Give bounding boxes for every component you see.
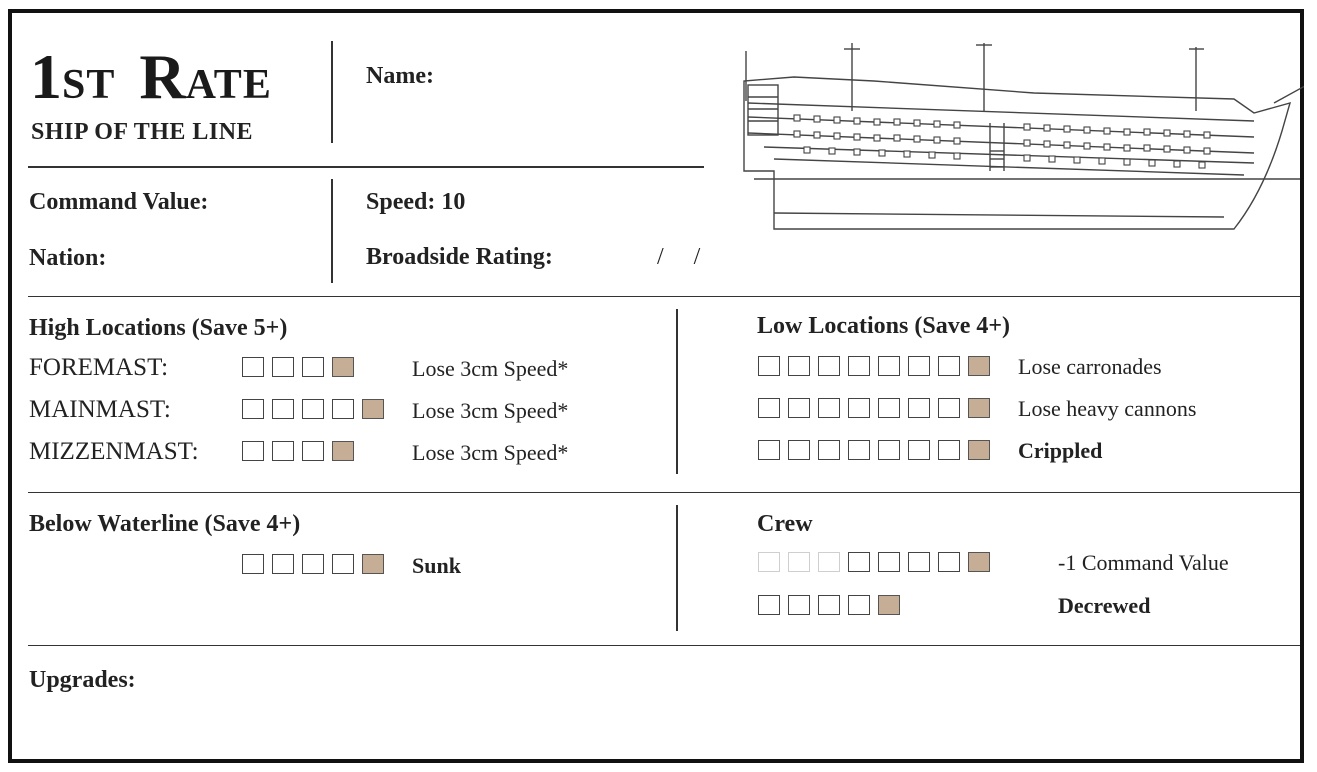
crew-effect: -1 Command Value [1058,550,1229,575]
below-waterline-title: Below Waterline (Save 4+) [29,511,301,537]
damage-box[interactable] [848,398,870,418]
damage-box-final[interactable] [878,595,900,615]
damage-box[interactable] [332,554,354,574]
broadside-rating-field: Broadside Rating: [366,244,553,270]
damage-box[interactable] [818,440,840,460]
ship-record-card [8,9,1304,763]
high-location-effect: Lose 3cm Speed* [412,398,569,423]
damage-box[interactable] [818,398,840,418]
damage-box[interactable] [908,356,930,376]
high-location-boxes [242,357,354,377]
divider-upgrades [28,645,1300,646]
low-location-effect: Lose carronades [1018,354,1162,379]
high-location-boxes [242,399,384,419]
crew-effect: Decrewed [1058,593,1151,618]
damage-box[interactable] [908,398,930,418]
damage-box[interactable] [878,398,900,418]
crew-title: Crew [757,511,813,537]
damage-box[interactable] [302,441,324,461]
damage-box[interactable] [878,440,900,460]
high-location-label: MAINMAST: [29,396,171,423]
title-number: 1 [30,41,62,112]
damage-box[interactable] [938,356,960,376]
damage-box[interactable] [938,440,960,460]
damage-box[interactable] [788,440,810,460]
damage-box[interactable] [758,595,780,615]
command-value-field: Command Value: [29,189,209,215]
damage-box[interactable] [242,441,264,461]
damage-box[interactable] [758,398,780,418]
name-field: Name: [366,63,434,89]
damage-box[interactable] [272,399,294,419]
damage-box[interactable] [788,398,810,418]
damage-box[interactable] [818,595,840,615]
damage-box[interactable] [848,440,870,460]
high-location-boxes [242,441,354,461]
divider-stats [331,179,333,283]
low-location-boxes [758,398,990,418]
damage-box[interactable] [332,399,354,419]
damage-box[interactable] [818,552,840,572]
low-location-effect: Crippled [1018,438,1103,463]
divider-locations [28,296,1300,297]
below-waterline-boxes [242,554,384,574]
damage-box[interactable] [242,357,264,377]
low-location-boxes [758,440,990,460]
low-location-boxes [758,356,990,376]
low-location-effect: Lose heavy cannons [1018,396,1197,421]
damage-box[interactable] [938,552,960,572]
divider-header [28,166,704,168]
damage-box-final[interactable] [968,440,990,460]
damage-box[interactable] [788,356,810,376]
damage-box[interactable] [878,552,900,572]
damage-box[interactable] [788,595,810,615]
damage-box[interactable] [878,356,900,376]
crew-boxes [758,552,990,572]
damage-box[interactable] [788,552,810,572]
low-locations-title: Low Locations (Save 4+) [757,313,1011,339]
damage-box[interactable] [818,356,840,376]
damage-box-final[interactable] [362,554,384,574]
damage-box[interactable] [272,554,294,574]
damage-box[interactable] [938,398,960,418]
damage-box[interactable] [272,441,294,461]
upgrades-field: Upgrades: [29,667,136,693]
damage-box-final[interactable] [968,552,990,572]
high-location-label: MIZZENMAST: [29,438,199,465]
damage-box[interactable] [758,440,780,460]
damage-box-final[interactable] [968,398,990,418]
damage-box-final[interactable] [332,357,354,377]
damage-box-final[interactable] [362,399,384,419]
page-title [30,41,272,112]
damage-box[interactable] [302,357,324,377]
damage-box[interactable] [302,399,324,419]
damage-box[interactable] [848,595,870,615]
damage-box[interactable] [272,357,294,377]
speed-field: Speed: 10 [366,189,466,215]
high-location-effect: Lose 3cm Speed* [412,440,569,465]
divider-title [331,41,333,143]
damage-box-final[interactable] [968,356,990,376]
damage-box[interactable] [908,440,930,460]
damage-box[interactable] [758,552,780,572]
title-initial: R [139,41,186,112]
damage-box[interactable] [758,356,780,376]
divider-high-low [676,309,678,474]
damage-box[interactable] [848,552,870,572]
damage-box[interactable] [242,554,264,574]
below-waterline-effect: Sunk [412,553,461,578]
ship-of-the-line-icon [734,41,1304,231]
high-location-effect: Lose 3cm Speed* [412,356,569,381]
crew-boxes [758,595,900,615]
title-rest: ATE [185,62,272,108]
damage-box[interactable] [302,554,324,574]
nation-field: Nation: [29,245,107,271]
title-suffix: ST [62,62,116,108]
high-location-label: FOREMAST: [29,354,169,381]
damage-box[interactable] [848,356,870,376]
divider-waterline-crew [676,505,678,631]
broadside-separators: / / [657,244,701,270]
high-locations-title: High Locations (Save 5+) [29,315,288,341]
page-subtitle: SHIP OF THE LINE [31,119,254,145]
damage-box[interactable] [242,399,264,419]
damage-box-final[interactable] [332,441,354,461]
damage-box[interactable] [908,552,930,572]
divider-waterline [28,492,1300,493]
